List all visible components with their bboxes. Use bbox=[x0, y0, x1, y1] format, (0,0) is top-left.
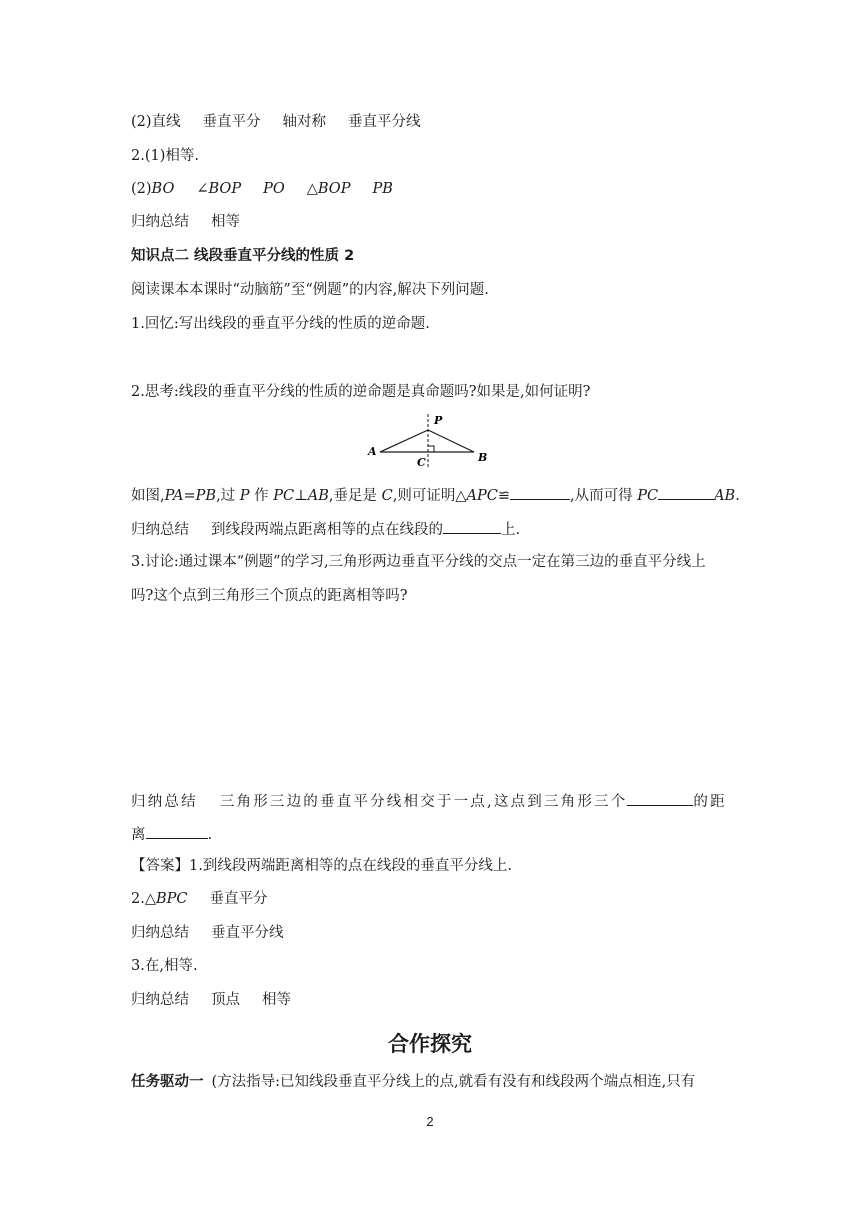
text: ∠BOP bbox=[196, 181, 242, 197]
answer-section-3 bbox=[131, 923, 284, 943]
text: P bbox=[239, 488, 250, 504]
text: ,垂足是 bbox=[328, 488, 382, 504]
text: 归纳总结 bbox=[131, 992, 189, 1008]
answer-line-2: 2.(1)相等. bbox=[131, 148, 199, 164]
right-angle-mark bbox=[428, 446, 434, 452]
label-b: B bbox=[478, 451, 488, 464]
text: 1.到线段两端距离相等的点在线段的垂直平分线上. bbox=[189, 858, 512, 874]
answer-line-3 bbox=[131, 179, 393, 199]
question-3-line-1: 3.讨论:通过课本“例题”的学习,三角形两边垂直平分线的交点一定在第三边的垂直平分线上 bbox=[131, 554, 706, 570]
text: 归纳总结 bbox=[131, 214, 189, 230]
text: 如图, bbox=[131, 488, 165, 504]
text: 归纳总结 bbox=[131, 794, 198, 810]
question-1: 1.回忆:写出线段的垂直平分线的性质的逆命题. bbox=[131, 316, 430, 332]
text: 垂直平分 bbox=[202, 114, 261, 130]
text: 三角形三边的垂直平分线相交于一点,这点到三角形三个 bbox=[219, 794, 628, 810]
text: ,过 bbox=[216, 488, 240, 504]
answer-section-2 bbox=[131, 889, 268, 909]
text: C bbox=[381, 488, 393, 504]
summary-line-3-cont bbox=[131, 823, 212, 845]
text: 轴对称 bbox=[282, 114, 327, 130]
text: PB bbox=[372, 181, 393, 197]
text: ,则可证明△ bbox=[392, 488, 467, 504]
answer-section-1 bbox=[131, 856, 512, 876]
text: PO bbox=[263, 181, 285, 197]
text: 离 bbox=[131, 827, 146, 843]
text: 2.△ bbox=[131, 891, 156, 907]
text: △BOP bbox=[306, 181, 351, 197]
label-a: A bbox=[368, 445, 377, 458]
text: AB. bbox=[714, 488, 740, 504]
figure-description bbox=[131, 484, 740, 506]
text: PA=PB bbox=[164, 488, 217, 504]
text: 垂直平分线 bbox=[348, 114, 421, 130]
text: . bbox=[207, 827, 213, 843]
blank-field[interactable] bbox=[627, 790, 693, 806]
segment-pa bbox=[380, 430, 428, 452]
summary-line-2 bbox=[131, 518, 520, 540]
text: BPC bbox=[156, 891, 188, 907]
text: ,从而可得 bbox=[569, 488, 638, 504]
text: APC bbox=[466, 488, 498, 504]
knowledge-point-title: 知识点二 线段垂直平分线的性质 2 bbox=[131, 248, 355, 264]
page-number: 2 bbox=[426, 1114, 434, 1129]
text: (2)直线 bbox=[131, 114, 181, 130]
blank-field[interactable] bbox=[146, 823, 208, 839]
answer-label: 【答案】 bbox=[131, 858, 189, 874]
text: PC bbox=[637, 488, 659, 504]
text: 作 bbox=[249, 488, 274, 504]
text: 顶点 bbox=[211, 992, 240, 1008]
section-heading: 合作探究 bbox=[388, 1032, 472, 1056]
text: BO bbox=[151, 181, 175, 197]
text: 垂直平分 bbox=[209, 891, 268, 907]
text: (方法指导:已知线段垂直平分线上的点,就看有没有和线段两个端点相连,只有 bbox=[211, 1074, 696, 1090]
question-2: 2.思考:线段的垂直平分线的性质的逆命题是真命题吗?如果是,如何证明? bbox=[131, 384, 591, 400]
task-line bbox=[131, 1072, 695, 1092]
task-label: 任务驱动一 bbox=[131, 1074, 204, 1090]
text: 相等 bbox=[262, 992, 291, 1008]
blank-field[interactable] bbox=[443, 518, 501, 534]
text: 归纳总结 bbox=[131, 925, 189, 941]
text: 上. bbox=[501, 522, 521, 538]
triangle-figure bbox=[366, 410, 496, 472]
text: 的距 bbox=[693, 794, 727, 810]
blank-field[interactable] bbox=[658, 484, 714, 500]
summary-line-1 bbox=[131, 212, 240, 232]
text: 相等 bbox=[211, 214, 240, 230]
text: ≌ bbox=[497, 488, 510, 504]
blank-field[interactable] bbox=[510, 484, 570, 500]
answer-line-1 bbox=[131, 112, 421, 132]
summary-line-3 bbox=[131, 790, 727, 812]
reading-instruction: 阅读课本本课时“动脑筋”至“例题”的内容,解决下列问题. bbox=[131, 282, 489, 298]
question-3-line-2: 吗?这个点到三角形三个顶点的距离相等吗? bbox=[131, 588, 408, 604]
answer-section-5 bbox=[131, 990, 291, 1010]
text: 归纳总结 bbox=[131, 522, 189, 538]
text: (2) bbox=[131, 181, 152, 197]
label-c: C bbox=[417, 456, 426, 469]
answer-section-4: 3.在,相等. bbox=[131, 958, 198, 974]
text: PC⊥AB bbox=[273, 488, 329, 504]
segment-pb bbox=[428, 430, 474, 452]
label-p: P bbox=[434, 414, 443, 427]
text: 到线段两端点距离相等的点在线段的 bbox=[211, 522, 443, 538]
text: 垂直平分线 bbox=[211, 925, 284, 941]
